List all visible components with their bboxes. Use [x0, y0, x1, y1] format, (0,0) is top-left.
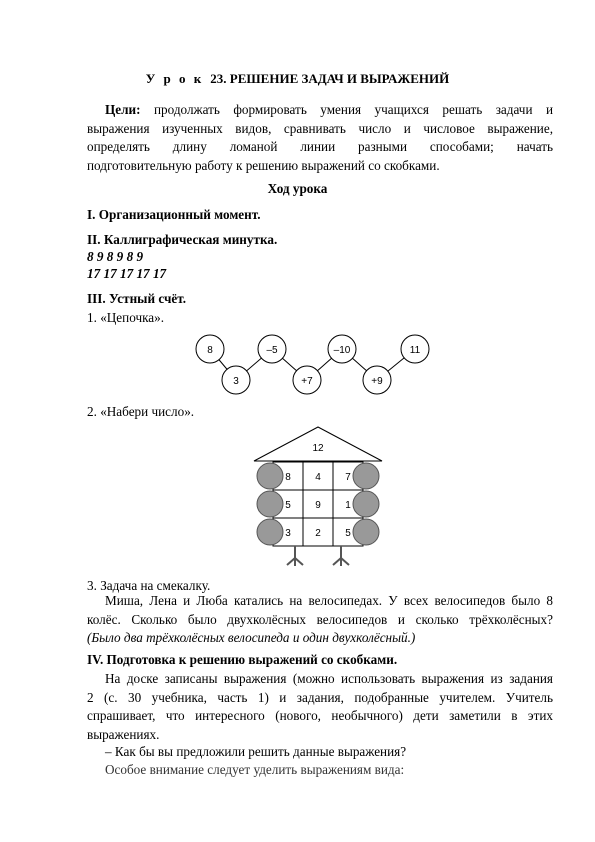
- house-cell: 2: [315, 528, 321, 539]
- board-paragraph: На доске записаны выражения (можно использовать выражения из задания 2 (с. 30 учебника, часть 1) и задания, подобранные учителем. Учитель спрашивает, что интересного (нового, необычного) дети заметили в этих выражениях.: [87, 671, 553, 742]
- house-cell: 5: [285, 500, 291, 511]
- problem-answer: (Было два трёхколёсных велосипеда и один двухколёсный.): [87, 630, 416, 645]
- section-oral-count: III. Устный счёт.: [87, 291, 187, 306]
- item-collect-number: 2. «Набери число».: [87, 404, 195, 419]
- house-cell: 7: [345, 472, 351, 483]
- house-cell: 5: [345, 528, 351, 539]
- lesson-title: У р о к 23. РЕШЕНИЕ ЗАДАЧ И ВЫРАЖЕНИЙ: [145, 71, 450, 86]
- section-calligraphy: II. Каллиграфическая минутка.: [87, 232, 278, 247]
- house-cell: 4: [315, 472, 321, 483]
- house-log-end: [353, 491, 379, 517]
- chain-diagram: [190, 332, 440, 400]
- section-brackets: IV. Подготовка к решению выражений со скобками.: [87, 652, 398, 667]
- section-organizational: I. Организационный момент.: [87, 207, 261, 222]
- roof-number: 12: [312, 443, 324, 454]
- house-cell: 3: [285, 528, 291, 539]
- goals-paragraph: Цели: продолжать формировать умения учащихся решать задачи и выражения изученных видов, сравнивать число и числовое выражение, определять длину ломаной линии разными способами; начать подготовительную работу к решению выражений со скобками.: [87, 102, 554, 173]
- lesson-heading: Ход урока: [267, 181, 328, 196]
- chain-value: –5: [266, 345, 278, 356]
- chain-value: –10: [333, 345, 351, 356]
- chain-value: 3: [233, 376, 239, 387]
- calligraphy-row-2: 17 17 17 17 17: [87, 266, 167, 281]
- chicken-legs-icon: [287, 546, 349, 566]
- calligraphy-row-1: 8 9 8 9 8 9: [87, 249, 144, 264]
- house-cell: 8: [285, 472, 291, 483]
- house-log-end: [257, 519, 283, 545]
- house-log-end: [353, 519, 379, 545]
- chain-value: 8: [207, 345, 213, 356]
- house-log-end: [257, 463, 283, 489]
- attention-note: Особое внимание следует уделить выражениям вида:: [105, 762, 405, 777]
- problem-text: Миша, Лена и Люба катались на велосипедах. У всех велосипедов было 8 колёс. Сколько было двухколёсных велосипедов и сколько трёхколёсных? (Было два трёхколёсных велосипеда и один двухколёсный.): [87, 592, 553, 648]
- chain-value: +9: [371, 376, 383, 387]
- house-cell: 1: [345, 500, 351, 511]
- house-cell: 9: [315, 500, 321, 511]
- house-log-end: [257, 491, 283, 517]
- house-diagram: [250, 424, 390, 569]
- item-puzzle: 3. Задача на смекалку.: [87, 578, 211, 593]
- chain-value: 11: [409, 345, 421, 356]
- item-chain: 1. «Цепочка».: [87, 310, 165, 325]
- chain-value: +7: [301, 376, 313, 387]
- teacher-question: – Как бы вы предложили решить данные выражения?: [105, 744, 407, 759]
- house-log-end: [353, 463, 379, 489]
